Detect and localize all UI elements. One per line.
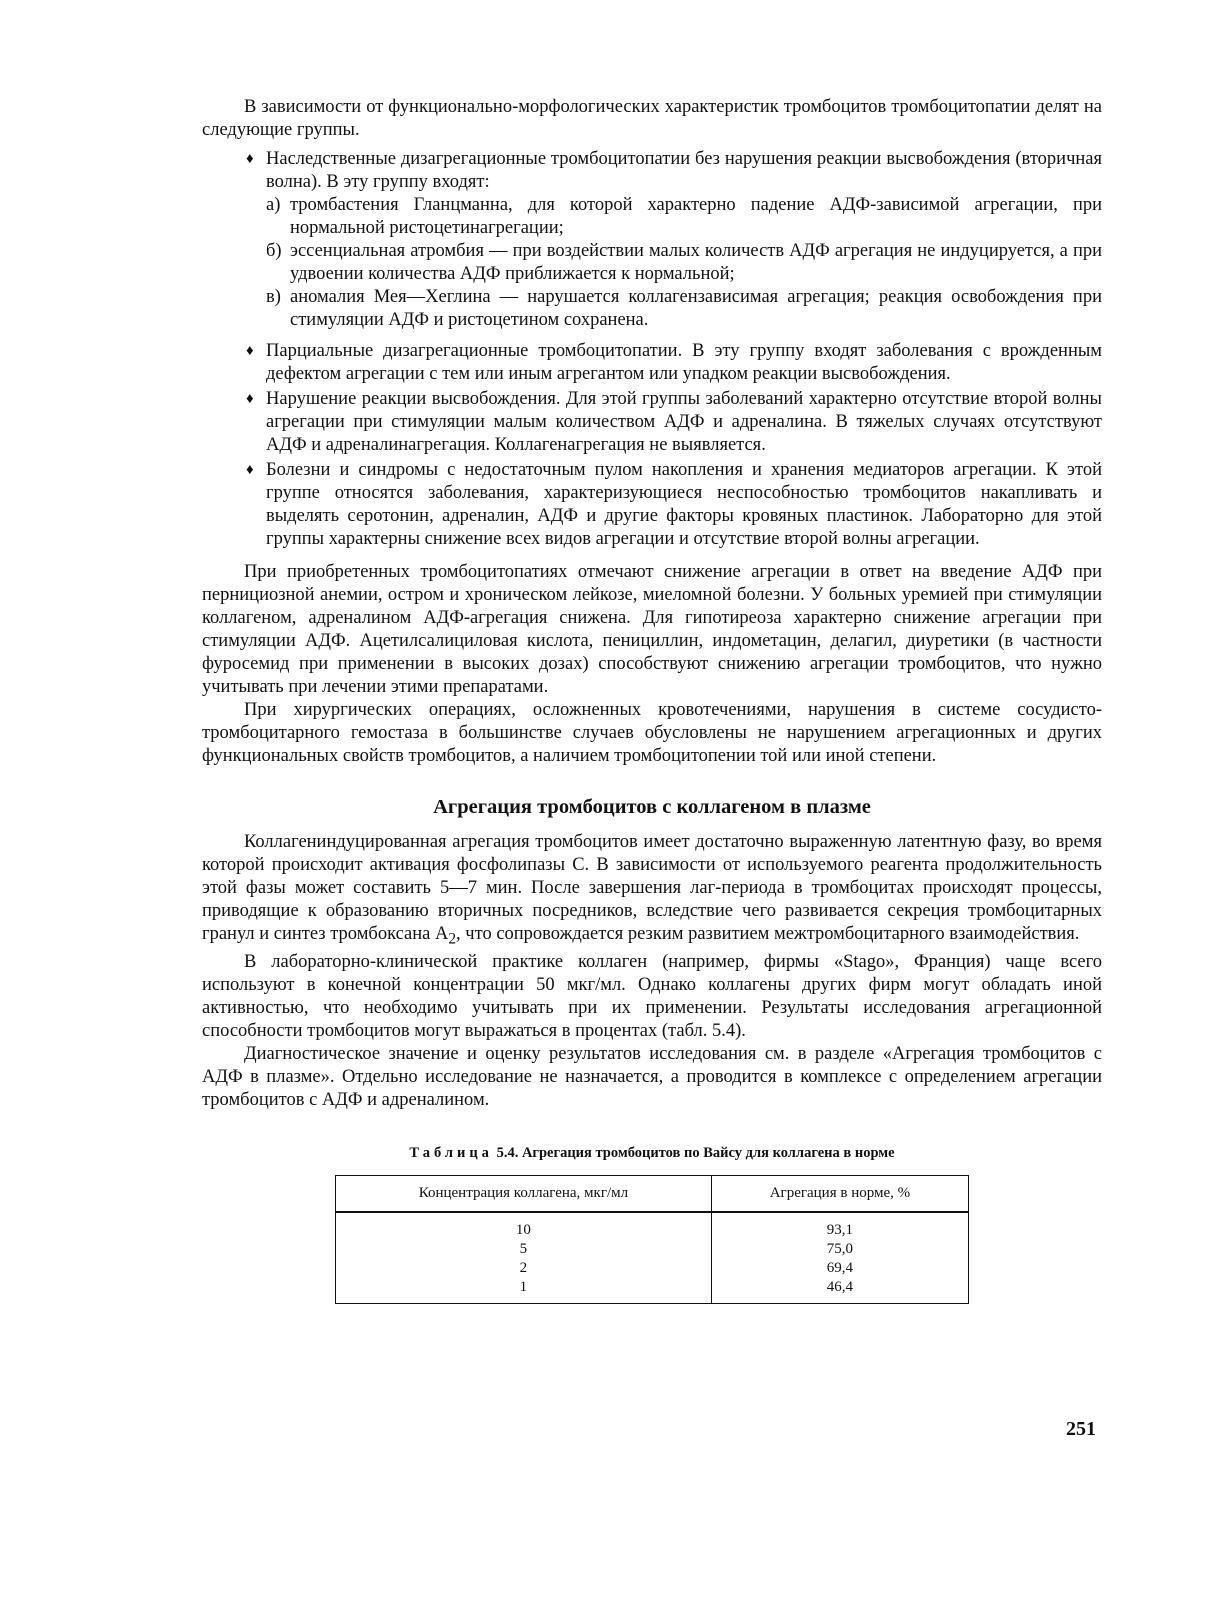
table-cell: 5 — [336, 1240, 712, 1259]
group-1-text: Наследственные дизагрегационные тромбоцитопатии без нарушения реакции высвобождения (вторичная волна). В эту группу входят: — [266, 149, 1102, 192]
group-2-text: Парциальные дизагрегационные тромбоцитопатии. В эту группу входят заболевания с врожденным дефектом агрегации с тем или иным агрегантом или упадком реакции высвобождения. — [266, 341, 1102, 384]
subitem-text: тромбастения Гланцманна, для которой характерно падение АДФ-зависимой агрегации, при нормальной ристоцетинагрегации; — [290, 195, 1102, 238]
table-cell: 2 — [336, 1259, 712, 1278]
table-cell: 10 — [336, 1212, 712, 1240]
table-cell: 69,4 — [711, 1259, 968, 1278]
group-4-text: Болезни и синдромы с недостаточным пулом накопления и хранения медиаторов агрегации. К этой группе относятся заболевания, характеризующиеся неспособностью тромбоцитов накапливать и выделять серотонин, адреналин, АДФ и другие факторы кровяных пластинок. Лабораторно для этой группы характерны снижение всех видов агрегации и отсутствие второй волны агрегации. — [266, 460, 1102, 549]
table-caption — [202, 1142, 1102, 1165]
table-cell: 1 — [336, 1278, 712, 1304]
table-row — [336, 1240, 969, 1259]
diamond-bullet-icon: ♦ — [246, 151, 254, 167]
diamond-bullet-icon: ♦ — [246, 343, 254, 359]
list-item — [266, 286, 1102, 332]
group-list — [202, 148, 1102, 551]
list-item — [266, 194, 1102, 240]
collagen-text-after: , что сопровождается резким развитием межтромбоцитарного взаимодействия. — [456, 924, 1080, 944]
list-item — [202, 459, 1102, 551]
list-item — [266, 240, 1102, 286]
collagen-paragraph-3: Диагностическое значение и оценку результатов исследования см. в разделе «Агрегация тромбоцитов с АДФ в плазме». Отдельно исследование не назначается, а проводится в комплексе с определением агрегации тромбоцитов с АДФ и адреналином. — [202, 1043, 1102, 1110]
table-cell: 75,0 — [711, 1240, 968, 1259]
collagen-paragraph-1 — [202, 831, 1102, 951]
table-caption-text: 5.4. Агрегация тромбоцитов по Вайсу для коллагена в норме — [496, 1144, 895, 1161]
group-3-text: Нарушение реакции высвобождения. Для этой группы заболеваний характерно отсутствие второй волны агрегации при стимуляции малым количеством АДФ и адреналина. В тяжелых случаях отсутствуют АДФ и адреналинагрегация. Коллагенагрегация не выявляется. — [266, 389, 1102, 455]
list-item — [202, 340, 1102, 386]
acquired-paragraph: При приобретенных тромбоцитопатиях отмечают снижение агрегации в ответ на введение АДФ при пернициозной анемии, остром и хроническом лейкозе, миеломной болезни. У больных уремией при стимуляции коллагеном, адреналином АДФ-агрегация снижена. Для гипотиреоза характерно снижение агрегации при стимуляции АДФ. Ацетилсалициловая кислота, пенициллин, индометацин, делагил, диуретики (в частности фуросемид при применении в высоких дозах) способствуют снижению агрегации тромбоцитов, что нужно учитывать при лечении этими препаратами. — [202, 562, 1102, 697]
table-caption-label: Таблица — [409, 1144, 493, 1161]
diamond-bullet-icon: ♦ — [246, 462, 254, 478]
table-cell: 93,1 — [711, 1212, 968, 1240]
collagen-paragraph-2: В лабораторно-клинической практике коллаген (например, фирмы «Stago», Франция) чаще всего используют в конечной концентрации 50 мкг/мл. Однако коллагены других фирм могут обладать иной активностью, что необходимо учитывать при их применении. Результаты исследования агрегационной способности тромбоцитов могут выражаться в процентах (табл. 5.4). — [202, 951, 1102, 1041]
subitem-marker: в) — [266, 287, 281, 307]
subitem-text: эссенциальная атромбия — при воздействии малых количеств АДФ агрегация не индуцируется, а при удвоении количества АДФ приближается к нормальной; — [290, 241, 1102, 284]
table-header: Агрегация в норме, % — [711, 1175, 968, 1212]
surgery-paragraph: При хирургических операциях, осложненных кровотечениями, нарушения в системе сосудисто-тромбоцитарного гемостаза в большинстве случаев обусловлены не нарушением агрегационных и других функциональных свойств тромбоцитов, а наличием тромбоцитопении той или иной степени. — [202, 700, 1102, 766]
subscript: 2 — [448, 930, 457, 948]
intro-paragraph: В зависимости от функционально-морфологических характеристик тромбоцитов тромбоцитопатии делят на следующие группы. — [202, 97, 1102, 140]
subitem-marker: б) — [266, 241, 282, 261]
subgroup-list — [266, 194, 1102, 332]
collagen-text-before: Коллагениндуцированная агрегация тромбоцитов имеет достаточно выраженную латентную фазу, во время которой происходит активация фосфолипазы С. В зависимости от используемого реагента продолжительность этой фазы может составить 5—7 мин. После завершения лаг-периода в тромбоцитах происходят процессы, приводящие к образованию вторичных посредников, вследствие чего развивается секреция тромбоцитарных гранул и синтез тромбоксана А — [202, 832, 1102, 944]
table-row — [336, 1212, 969, 1240]
table-row — [336, 1278, 969, 1304]
table-header: Концентрация коллагена, мкг/мл — [336, 1175, 712, 1212]
page-number: 251 — [1066, 1418, 1096, 1440]
diamond-bullet-icon: ♦ — [246, 391, 254, 407]
table-cell: 46,4 — [711, 1278, 968, 1304]
list-item — [202, 148, 1102, 332]
table-header-row — [336, 1175, 969, 1212]
page-content — [202, 96, 1102, 1304]
table-row — [336, 1259, 969, 1278]
subitem-marker: а) — [266, 195, 281, 215]
subitem-text: аномалия Мея—Хеглина — нарушается коллагензависимая агрегация; реакция освобождения при стимуляции АДФ и ристоцетином сохранена. — [290, 287, 1102, 330]
collagen-table — [335, 1175, 969, 1304]
section-title: Агрегация тромбоцитов с коллагеном в плазме — [433, 796, 871, 818]
list-item — [202, 388, 1102, 457]
